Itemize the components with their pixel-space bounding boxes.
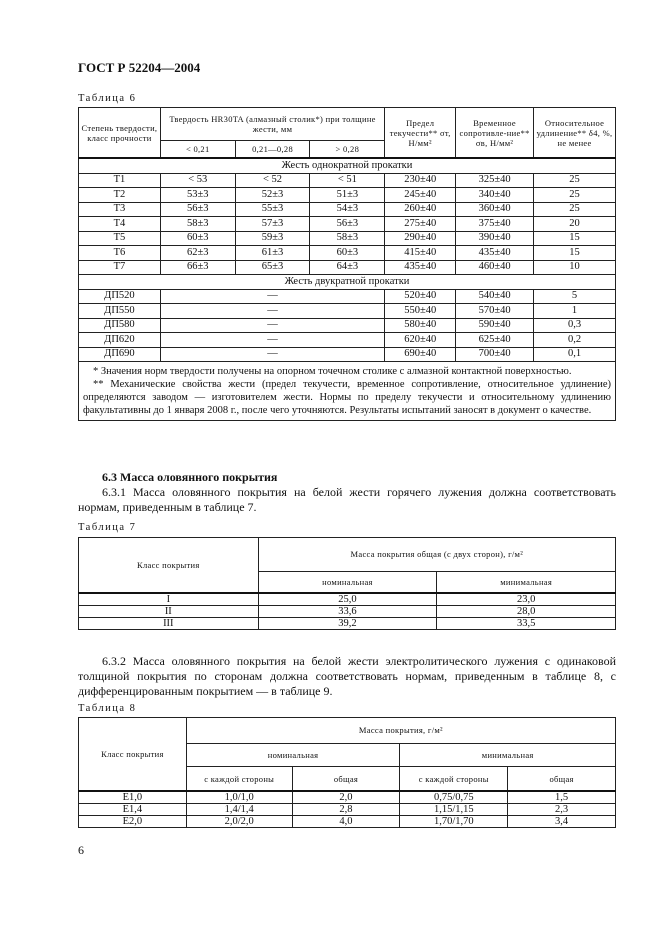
cell: 520±40 [385, 289, 456, 304]
cell: 15 [534, 246, 616, 261]
cell: 66±3 [160, 260, 235, 275]
table-row [79, 816, 616, 828]
cell: — [160, 333, 384, 348]
cell: II [79, 606, 259, 618]
table8-header-min-total: общая [508, 767, 616, 791]
cell: 55±3 [235, 202, 310, 217]
cell: Т1 [79, 173, 161, 188]
cell: 435±40 [385, 260, 456, 275]
table6-header-grade: Степень твердости, класс прочности [79, 108, 161, 159]
table-row [79, 202, 616, 217]
cell: 39,2 [258, 618, 437, 630]
table8-header-class: Класс покрытия [79, 718, 187, 792]
cell: 51±3 [310, 188, 385, 203]
cell: 290±40 [385, 231, 456, 246]
cell: 25 [534, 173, 616, 188]
table7 [78, 537, 616, 630]
cell: 690±40 [385, 347, 456, 362]
cell: ДП620 [79, 333, 161, 348]
table-row [79, 246, 616, 261]
table7-header-class: Класс покрытия [79, 538, 259, 594]
cell: 1,70/1,70 [400, 816, 508, 828]
table6-section-single: Жесть однократной прокатки [79, 158, 616, 173]
table-row [79, 318, 616, 333]
cell: 33,6 [258, 606, 437, 618]
table6-note-2: ** Механические свойства жести (предел текучести, временное сопротивление, относительное удлинение) определяются заводом — изготовителем жести. Нормы по пределу текучести и относительному удлинению факультативны до 1 января 2008 г., после чего уточняются. Результаты испытаний заносят в документ о качестве. [83, 379, 611, 416]
cell: — [160, 304, 384, 319]
table6-header-yield: Предел текучести** σт, Н/мм² [385, 108, 456, 159]
cell: ДП520 [79, 289, 161, 304]
table6-notes [79, 362, 616, 421]
cell: 62±3 [160, 246, 235, 261]
cell: 260±40 [385, 202, 456, 217]
cell: 53±3 [160, 188, 235, 203]
paragraph-6-3-2: 6.3.2 Масса оловянного покрытия на белой жести электролитического лужения с одинаковой толщиной покрытия по сторонам должна соответствовать нормам, приведенным в таблице 8, с дифференцированным покрытием — в таблице 9. [78, 654, 616, 698]
table-row [79, 791, 616, 804]
cell: 275±40 [385, 217, 456, 232]
cell: Т2 [79, 188, 161, 203]
table6-header-hardness: Твердость HR30TA (алмазный столик*) при толщине жести, мм [160, 108, 384, 141]
table-row [79, 593, 616, 606]
cell: 1,15/1,15 [400, 804, 508, 816]
cell: Е1,0 [79, 791, 187, 804]
document-code: ГОСТ Р 52204—2004 [78, 60, 201, 75]
cell: 0,1 [534, 347, 616, 362]
section-6-3-title: 6.3 Масса оловянного покрытия [102, 470, 278, 484]
cell: 5 [534, 289, 616, 304]
cell: 1,5 [508, 791, 616, 804]
table-row [79, 606, 616, 618]
table-row [79, 347, 616, 362]
table8-header-nom-total: общая [292, 767, 400, 791]
table-row [79, 804, 616, 816]
cell: 28,0 [437, 606, 616, 618]
table8-header-min-each: с каждой стороны [400, 767, 508, 791]
cell: 52±3 [235, 188, 310, 203]
cell: < 51 [310, 173, 385, 188]
table-row [79, 173, 616, 188]
cell: Т3 [79, 202, 161, 217]
cell: 375±40 [456, 217, 534, 232]
table7-caption: Таблица 7 [78, 522, 137, 533]
cell: ДП550 [79, 304, 161, 319]
table6-header-elongation: Относительное удлинение** δ4, %, не менее [534, 108, 616, 159]
cell: 2,3 [508, 804, 616, 816]
table7-header-minimal: минимальная [437, 571, 616, 593]
cell: 15 [534, 231, 616, 246]
cell: 435±40 [456, 246, 534, 261]
cell: — [160, 289, 384, 304]
table-row [79, 304, 616, 319]
cell: 1,4/1,4 [186, 804, 292, 816]
table-row [79, 618, 616, 630]
cell: 625±40 [456, 333, 534, 348]
cell: 700±40 [456, 347, 534, 362]
cell: 4,0 [292, 816, 400, 828]
cell: 1 [534, 304, 616, 319]
table-row [79, 231, 616, 246]
cell: Е1,4 [79, 804, 187, 816]
cell: 23,0 [437, 593, 616, 606]
table6-header-h3: > 0,28 [310, 141, 385, 159]
section-6-3-2 [78, 654, 616, 699]
cell: 360±40 [456, 202, 534, 217]
paragraph-6-3-1: 6.3.1 Масса оловянного покрытия на белой жести горячего лужения должна соответствовать нормам, приведенным в таблице 7. [78, 485, 616, 514]
cell: I [79, 593, 259, 606]
table8-header-nominal: номинальная [186, 743, 400, 767]
cell: 2,8 [292, 804, 400, 816]
table8 [78, 717, 616, 828]
cell: 10 [534, 260, 616, 275]
cell: — [160, 347, 384, 362]
table6-caption: Таблица 6 [78, 93, 137, 104]
cell: III [79, 618, 259, 630]
cell: 325±40 [456, 173, 534, 188]
cell: 64±3 [310, 260, 385, 275]
cell: 460±40 [456, 260, 534, 275]
table-row [79, 217, 616, 232]
cell: 590±40 [456, 318, 534, 333]
cell: 0,2 [534, 333, 616, 348]
cell: 54±3 [310, 202, 385, 217]
table7-header-mass: Масса покрытия общая (с двух сторон), г/м² [258, 538, 615, 572]
cell: 620±40 [385, 333, 456, 348]
table-row [79, 260, 616, 275]
cell: Т7 [79, 260, 161, 275]
cell: ДП580 [79, 318, 161, 333]
cell: — [160, 318, 384, 333]
cell: 0,75/0,75 [400, 791, 508, 804]
cell: 550±40 [385, 304, 456, 319]
cell: 25,0 [258, 593, 437, 606]
cell: 3,4 [508, 816, 616, 828]
cell: < 52 [235, 173, 310, 188]
cell: 58±3 [310, 231, 385, 246]
cell: 2,0/2,0 [186, 816, 292, 828]
table6 [78, 107, 616, 421]
cell: Т5 [79, 231, 161, 246]
cell: 2,0 [292, 791, 400, 804]
table8-header-mass: Масса покрытия, г/м² [186, 718, 615, 744]
cell: 60±3 [310, 246, 385, 261]
table-row [79, 333, 616, 348]
cell: 56±3 [310, 217, 385, 232]
table-row [79, 188, 616, 203]
table8-header-nom-each: с каждой стороны [186, 767, 292, 791]
cell: 25 [534, 188, 616, 203]
cell: Т6 [79, 246, 161, 261]
cell: ДП690 [79, 347, 161, 362]
table8-caption: Таблица 8 [78, 703, 137, 714]
cell: 1,0/1,0 [186, 791, 292, 804]
cell: Е2,0 [79, 816, 187, 828]
cell: 33,5 [437, 618, 616, 630]
table-row [79, 289, 616, 304]
cell: 65±3 [235, 260, 310, 275]
cell: 340±40 [456, 188, 534, 203]
section-6-3 [78, 470, 616, 515]
cell: 58±3 [160, 217, 235, 232]
cell: 59±3 [235, 231, 310, 246]
cell: 56±3 [160, 202, 235, 217]
table6-header-h2: 0,21—0,28 [235, 141, 310, 159]
cell: 20 [534, 217, 616, 232]
page-number: 6 [78, 843, 84, 857]
cell: < 53 [160, 173, 235, 188]
cell: 57±3 [235, 217, 310, 232]
table6-section-double: Жесть двукратной прокатки [79, 275, 616, 290]
cell: 0,3 [534, 318, 616, 333]
table6-header-tensile: Временное сопротивле-ние** σв, Н/мм² [456, 108, 534, 159]
cell: 245±40 [385, 188, 456, 203]
cell: 25 [534, 202, 616, 217]
cell: 390±40 [456, 231, 534, 246]
cell: 570±40 [456, 304, 534, 319]
table6-header-h1: < 0,21 [160, 141, 235, 159]
cell: 61±3 [235, 246, 310, 261]
cell: 540±40 [456, 289, 534, 304]
table7-header-nominal: номинальная [258, 571, 437, 593]
cell: 415±40 [385, 246, 456, 261]
cell: 580±40 [385, 318, 456, 333]
table8-header-minimal: минимальная [400, 743, 616, 767]
cell: Т4 [79, 217, 161, 232]
table6-note-1: * Значения норм твердости получены на опорном точечном столике с алмазной контактной поверхностью. [93, 366, 572, 377]
cell: 230±40 [385, 173, 456, 188]
cell: 60±3 [160, 231, 235, 246]
